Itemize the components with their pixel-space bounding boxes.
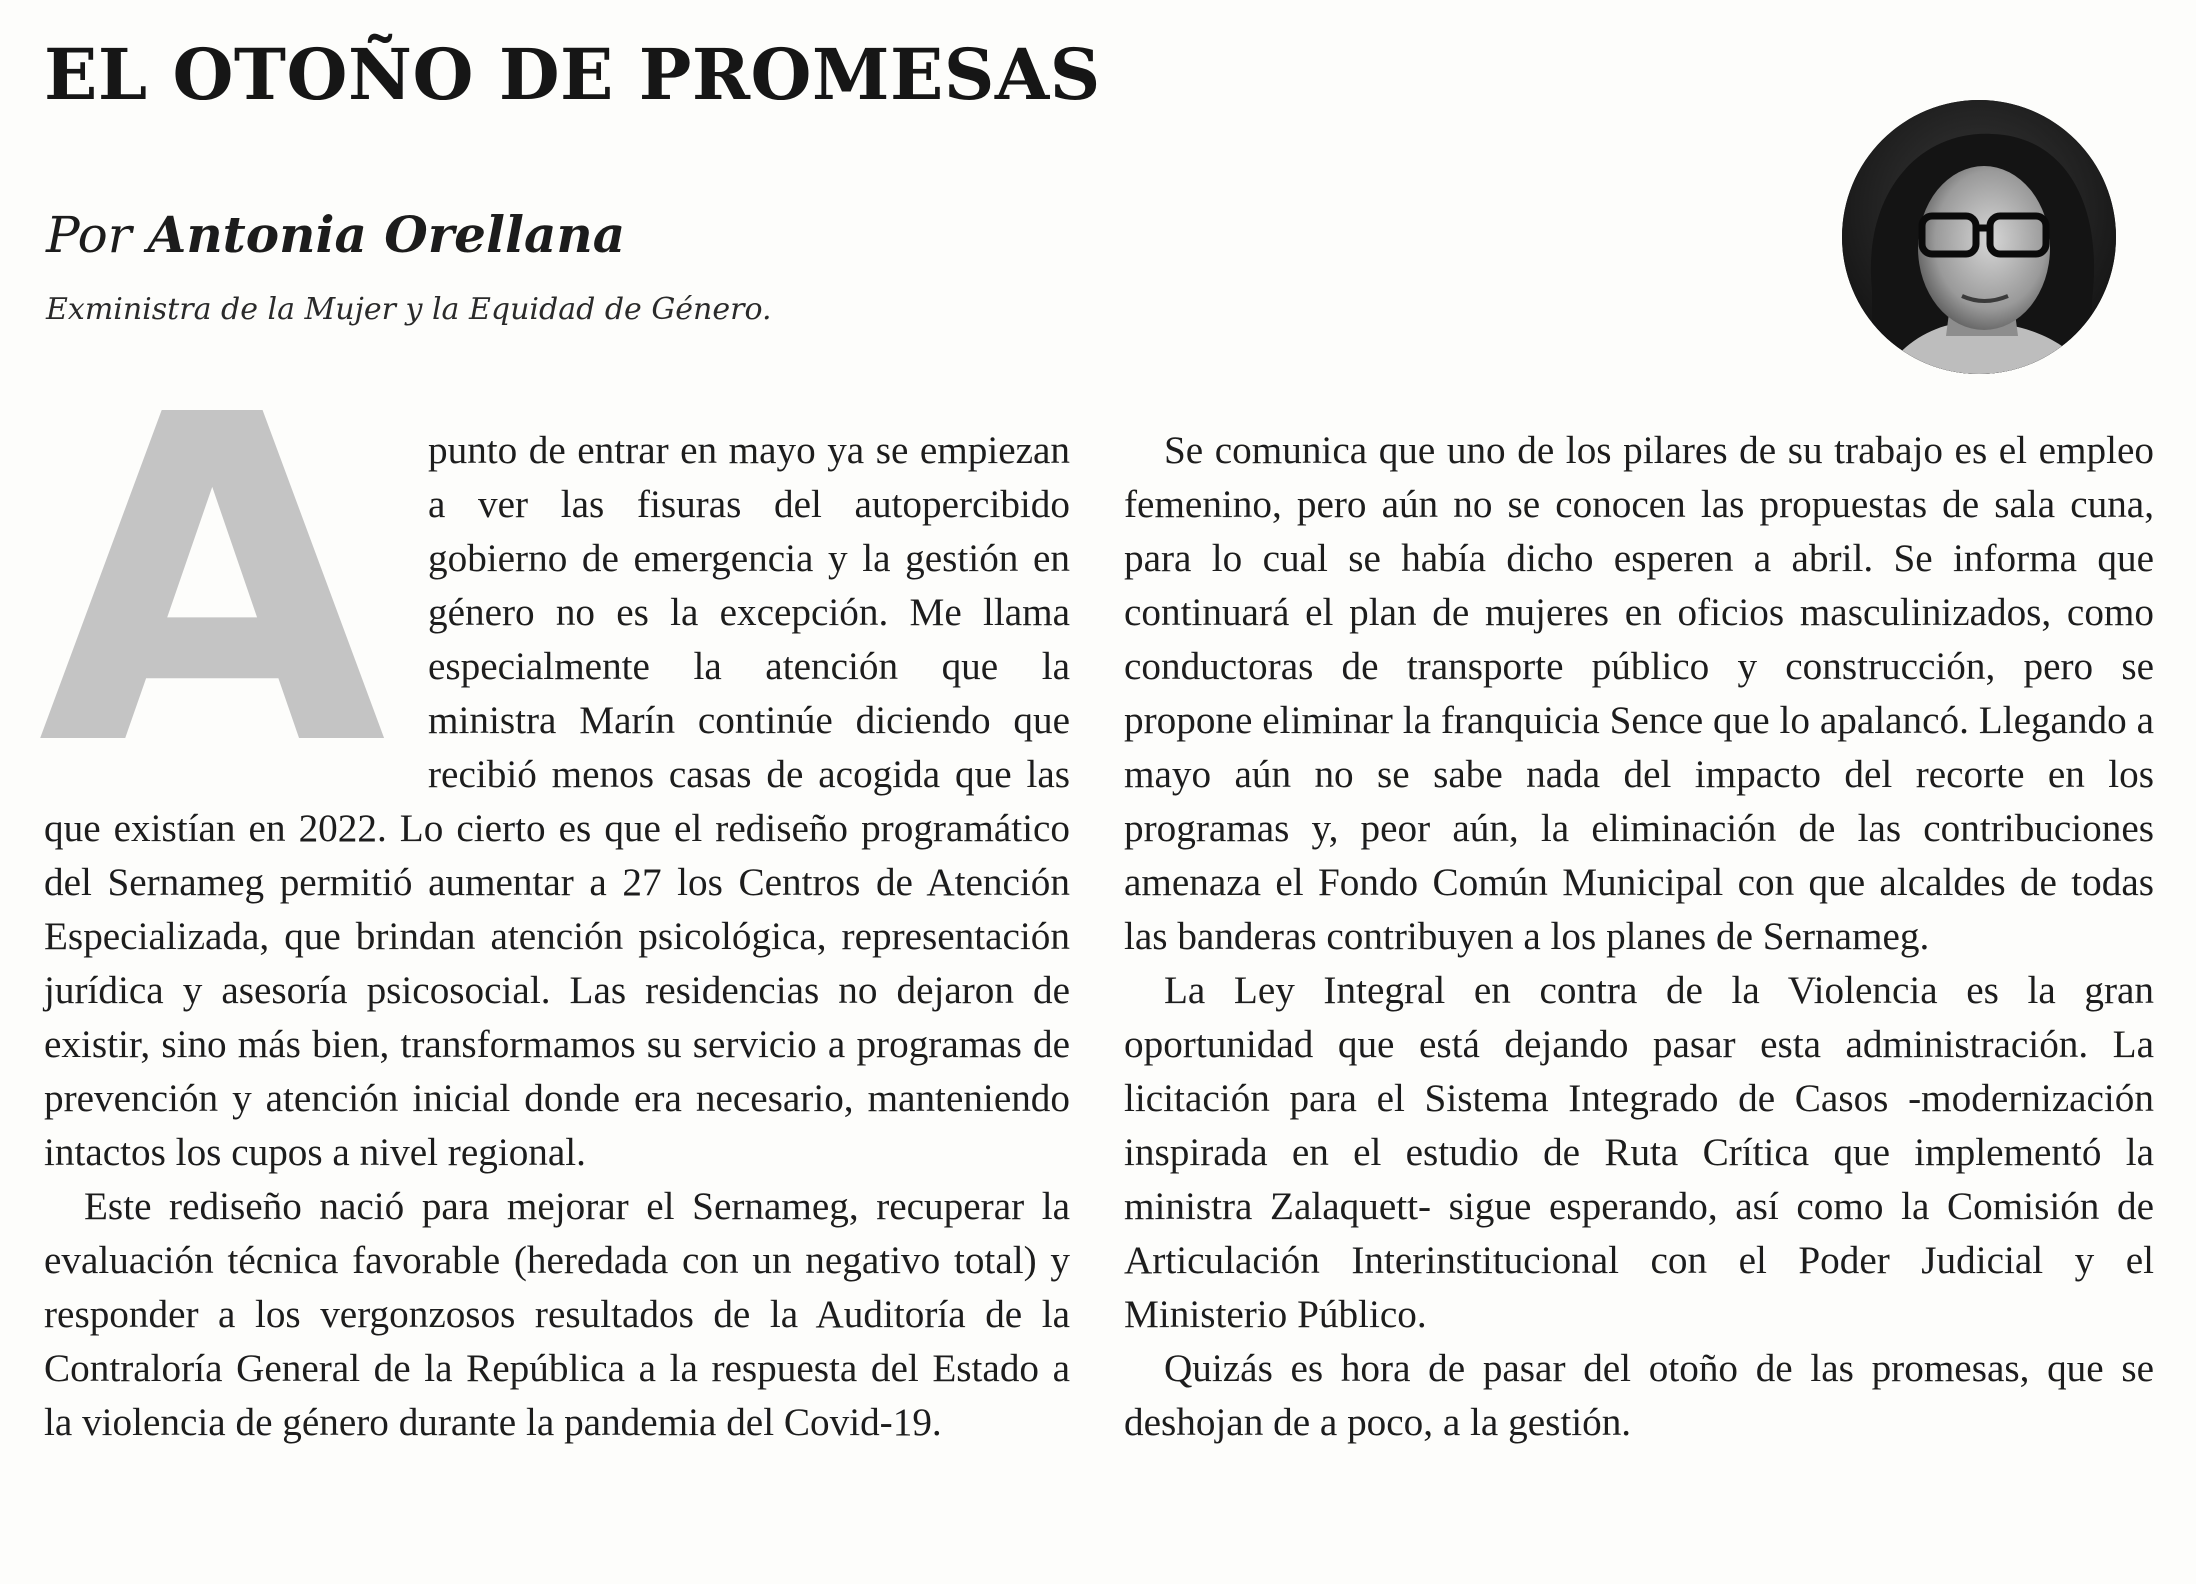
article-column-left <box>38 321 1070 1450</box>
article-column-right <box>1124 424 2154 1450</box>
paragraph-1: A punto de entrar en mayo ya se empiezan a ver las fisuras del autopercibido gobierno de emergencia y la gestión en género no es la excepción. Me llama especialmente la atención que la ministra Marín continúe diciendo que recibió menos casas de acogida que las que existían en 2022. Lo cierto es que el rediseño programático del Sernameg permitió aumentar a 27 los Centros de Atención Especializada, que brindan atención psicológica, representación jurídica y asesoría psicosocial. Las residencias no dejaron de existir, sino más bien, transformamos su servicio a programas de prevención y atención inicial donde era necesario, manteniendo intactos los cupos a nivel regional. <box>38 321 1070 1174</box>
author-name: Antonia Orellana <box>147 205 626 264</box>
byline-prefix: Por <box>46 206 132 264</box>
drop-cap: A <box>38 321 387 845</box>
paragraph-5: Quizás es hora de pasar del otoño de las promesas, que se deshojan de a poco, a la gestión. <box>1124 1347 2154 1444</box>
author-portrait <box>1842 100 2116 374</box>
author-role: Exministra de la Mujer y la Equidad de Género. <box>46 292 772 327</box>
paragraph-2: Este rediseño nació para mejorar el Sernameg, recuperar la evaluación técnica favorable (heredada con un negativo total) y responder a los vergonzosos resultados de la Auditoría de la Contraloría General de la República a la respuesta del Estado a la violencia de género durante la pandemia del Covid-19. <box>44 1185 1070 1444</box>
paragraph-3: Se comunica que uno de los pilares de su trabajo es el empleo femenino, pero aún no se conocen las propuestas de sala cuna, para lo cual se había dicho esperen a abril. Se informa que continuará el plan de mujeres en oficios masculinizados, como conductoras de transporte público y construcción, pero se propone eliminar la franquicia Sence que lo apalancó. Llegando a mayo aún no se sabe nada del impacto del recorte en los programas y, peor aún, la eliminación de las contribuciones amenaza el Fondo Común Municipal con que alcaldes de todas las banderas contribuyen a los planes de Sernameg. <box>1124 429 2154 958</box>
article-headline: EL OTOÑO DE PROMESAS <box>44 33 1101 116</box>
byline <box>46 205 626 264</box>
paragraph-4: La Ley Integral en contra de la Violencia es la gran oportunidad que está dejando pasar esta administración. La licitación para el Sistema Integrado de Casos -modernización inspirada en el estudio de Ruta Crítica que implementó la ministra Zalaquett- sigue esperando, así como la Comisión de Articulación Interinstitucional con el Poder Judicial y el Ministerio Público. <box>1124 969 2154 1336</box>
